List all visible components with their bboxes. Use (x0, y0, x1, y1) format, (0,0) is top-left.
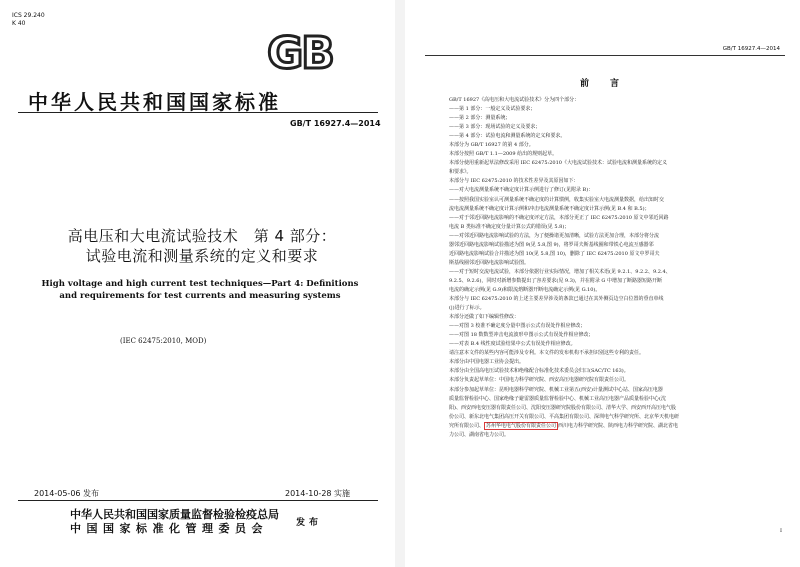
issuer-line-1: 中华人民共和国国家质量监督检验检疫总局 (70, 508, 279, 521)
issuer-line-2: 中国国家标准化管理委员会 (70, 522, 268, 535)
preface-line-text: ——对邻近回路电流影响试验的方法，为了便操诸更加清晰，试验方法更加合理，本部分将分流 (449, 232, 660, 239)
preface-line (449, 132, 787, 141)
preface-line (449, 286, 787, 295)
chinese-title-line-2: 试验电流和测量系统的定义和要求 (85, 247, 319, 265)
preface-line-text: 本部分还做了如下编辑性修改： (449, 314, 520, 321)
preface-line-text: 本部分由中国电器工业协会提出。 (449, 359, 525, 366)
preface-line (449, 422, 787, 431)
preface-line-text: 器邻近回路电流影响试验描述为图 9(见 5.8,图 9)，将罗哥夫斯基线圈和带铁心电流互感器邻 (449, 241, 654, 248)
preface-line-text: ——对表 B.4 线性度试验结果中公式有误处作相应修改。 (449, 341, 576, 348)
preface-line (449, 168, 787, 177)
preface-line (449, 304, 787, 313)
gb-logo-text: GB (267, 28, 333, 74)
preface-line (449, 404, 787, 413)
preface-line (449, 349, 787, 358)
english-title-line-1: High voltage and high current test techniques—Part 4: Definitions (41, 279, 359, 289)
preface-line-text: 请注意本文件的某些内容可能涉及专利。本文件的发布机构不承担识别这些专利的责任。 (449, 350, 645, 357)
preface-page (405, 0, 800, 567)
chinese-title-line-1: 高电压和大电流试验技术 第 4 部分： (67, 227, 337, 245)
preface-line-text: 本部分参加起草单位：昆明电器科学研究院、机械工业第五(西安)计量测试中心站、国家高压电器 (449, 386, 663, 393)
chinese-title (22, 226, 382, 266)
preface-line (449, 114, 787, 123)
preface-line (449, 177, 787, 186)
running-header: GB/T 16927.4—2014 (722, 46, 780, 52)
preface-line-text: 本部分按照 GB/T 1.1—2009 给出的规则起草。 (449, 151, 558, 158)
preface-line (449, 313, 787, 322)
preface-line-text: GB/T 16927《高电压和大电流试验技术》分为四个部分： (449, 97, 580, 103)
preface-line-text: ——对于邻近回路电流影响的不确定度评定方法，本部分更正了 IEC 62475:2010 原文中邻近回路 (449, 214, 669, 221)
english-title-line-2: and requirements for test currents and measuring systems (59, 291, 341, 301)
issue-label: 发布 (296, 518, 323, 528)
issuing-authorities (70, 508, 279, 536)
preface-line-text: 份公司、新东北电气集团高压开关有限公司、平高集团有限公司、深圳电气科学研究所、北京华天机电研 (449, 413, 680, 420)
preface-line-text: ——第 2 部分：测量系统； (449, 115, 511, 122)
preface-line (449, 386, 787, 395)
preface-line-text: 本部分为 GB/T 16927 的第 4 部分。 (449, 142, 534, 149)
preface-line-text: ——第 1 部分：一般定义及试验要求； (449, 106, 536, 113)
preface-line-text: 和要求》。 (449, 169, 472, 176)
preface-line (449, 340, 787, 349)
bottom-divider (18, 500, 378, 501)
preface-line (449, 141, 787, 150)
classification-line: K 40 (12, 20, 26, 27)
preface-line-text: 力公司、湖南省电力公司。 (449, 431, 510, 438)
preface-line (449, 105, 787, 114)
preface-line (449, 259, 787, 268)
preface-line (449, 223, 787, 232)
preface-line (449, 250, 787, 259)
page-gutter (395, 0, 405, 567)
preface-line-text: 电流的确定示例(见 G.9)和限流熔断器开断电流确定示例(见 G.10)。 (449, 286, 601, 293)
preface-line-text: 究所有限公司、 (449, 422, 485, 429)
top-divider (18, 112, 378, 113)
preface-line-text: 西川电力科学研究院、陕西电力科学研究院、湖北省电 (558, 422, 679, 429)
preface-line (449, 123, 787, 132)
preface-line (449, 96, 787, 105)
preface-title: 前 言 (579, 79, 625, 89)
preface-line (449, 205, 787, 214)
gb-logo (262, 28, 338, 74)
header-divider (425, 55, 785, 56)
preface-line (449, 277, 787, 286)
preface-line-text: 近回路电流影响试验合并描述为图 10(见 5.8,图 10)，删除了 IEC 62475:2010 原文中罗哥夫 (449, 250, 660, 257)
page-number: I (780, 528, 782, 534)
preface-line (449, 413, 787, 422)
national-standard-title: 中华人民共和国国家标准 (28, 90, 281, 114)
implement-date: 2014-10-28 实施 (285, 489, 351, 498)
preface-line (449, 376, 787, 385)
preface-line-text: 质量监督检验中心、国家绝缘子避雷器质量监督检验中心、机械工业高压电器产品质量检验中心(沈 (449, 395, 666, 402)
preface-line (449, 322, 787, 331)
preface-line-text: 本部分负责起草单位：中国电力科学研究院、西安高压电器研究院有限责任公司。 (449, 377, 630, 384)
preface-line-text: ——对图 3 校准不确定度分量中图示公式有误处作相应修改； (449, 323, 586, 330)
ics-line: ICS 29.240 (12, 12, 45, 19)
preface-line-text: ——第 4 部分：试验电流和测量系统的定义和要求。 (449, 133, 566, 140)
publish-date: 2014-05-06 发布 (34, 489, 100, 498)
preface-line-text: 斯基线圈邻近回路电流影响试验图。 (449, 259, 530, 266)
preface-line (449, 241, 787, 250)
preface-line (449, 232, 787, 241)
preface-line-text: ——第 3 部分：现场试验的定义及要求； (449, 124, 541, 131)
preface-line (449, 431, 787, 440)
preface-line (449, 214, 787, 223)
preface-line (449, 295, 787, 304)
preface-line-text: ——按照我国实验室认可测量系统不确定度的计算惯例，收集实验室大电流测量数据，给出知时交 (449, 196, 665, 203)
highlighted-company: 苏州华电电气股份有限责任公司 (486, 422, 557, 429)
preface-line (449, 186, 787, 195)
standard-number: GB/T 16927.4—2014 (290, 119, 381, 128)
preface-line (449, 395, 787, 404)
preface-line-text: 本部分使用重新起草法修改采用 IEC 62475:2010《大电流试验技术：试验电流和测量系统的定义 (449, 160, 667, 167)
preface-line-text: 流电流测量系统不确定度计算示例和冲击电流测量系统不确定度计算示例(见 B.4 和 B.5)； (449, 205, 650, 212)
preface-line (449, 268, 787, 277)
preface-line-text: ——对大电流测量系统不确定度计算示例进行了修订(见附录 B)： (449, 187, 594, 194)
preface-line-text: 本部分由全国高电压试验技术和绝缘配合标准化技术委员会归口(SAC/TC 163)。 (449, 368, 629, 375)
preface-line-text: ——对于短时交流电流试验，本部分依据行业实际情况，增加了相关术语(见 9.2.1、9.2.2、9.2.4、 (449, 268, 671, 275)
preface-line (449, 159, 787, 168)
preface-line-text: 本部分与 IEC 62475:2010 的上述主要差异涉及的条款已通过在其外侧页边空白位置的垂直单线 (449, 296, 664, 303)
preface-line (449, 196, 787, 205)
preface-line (449, 358, 787, 367)
iec-reference: (IEC 62475:2010, MOD) (120, 337, 207, 345)
cover-page (0, 0, 395, 567)
preface-line-text: 本部分与 IEC 62475:2010 的技术性差异及其原因如下： (449, 178, 579, 185)
preface-line-text: ——对图 18 数数型冲击电流波形中图示公式有误处作相应修改； (449, 332, 594, 339)
preface-line-text: 9.2.5、9.2.6)，同时对新增参数提出了容差要求(见 9.3)，并在附录 G 中增加了断路器短路开断 (449, 277, 663, 284)
preface-line-text: 电流 B 类标准不确定度分量计算公式的错误(见 5.8)； (449, 223, 570, 230)
preface-body (449, 96, 787, 440)
preface-line-text: (|)进行了标示。 (449, 305, 485, 312)
english-title (30, 278, 370, 302)
preface-line-text: 阳)、西安西电变压器有限责任公司、沈阳变压器研究院股份有限公司、清华大学、西安西开高压电气股 (449, 404, 676, 411)
preface-line (449, 367, 787, 376)
ics-code (12, 12, 45, 28)
preface-line (449, 331, 787, 340)
preface-line (449, 150, 787, 159)
